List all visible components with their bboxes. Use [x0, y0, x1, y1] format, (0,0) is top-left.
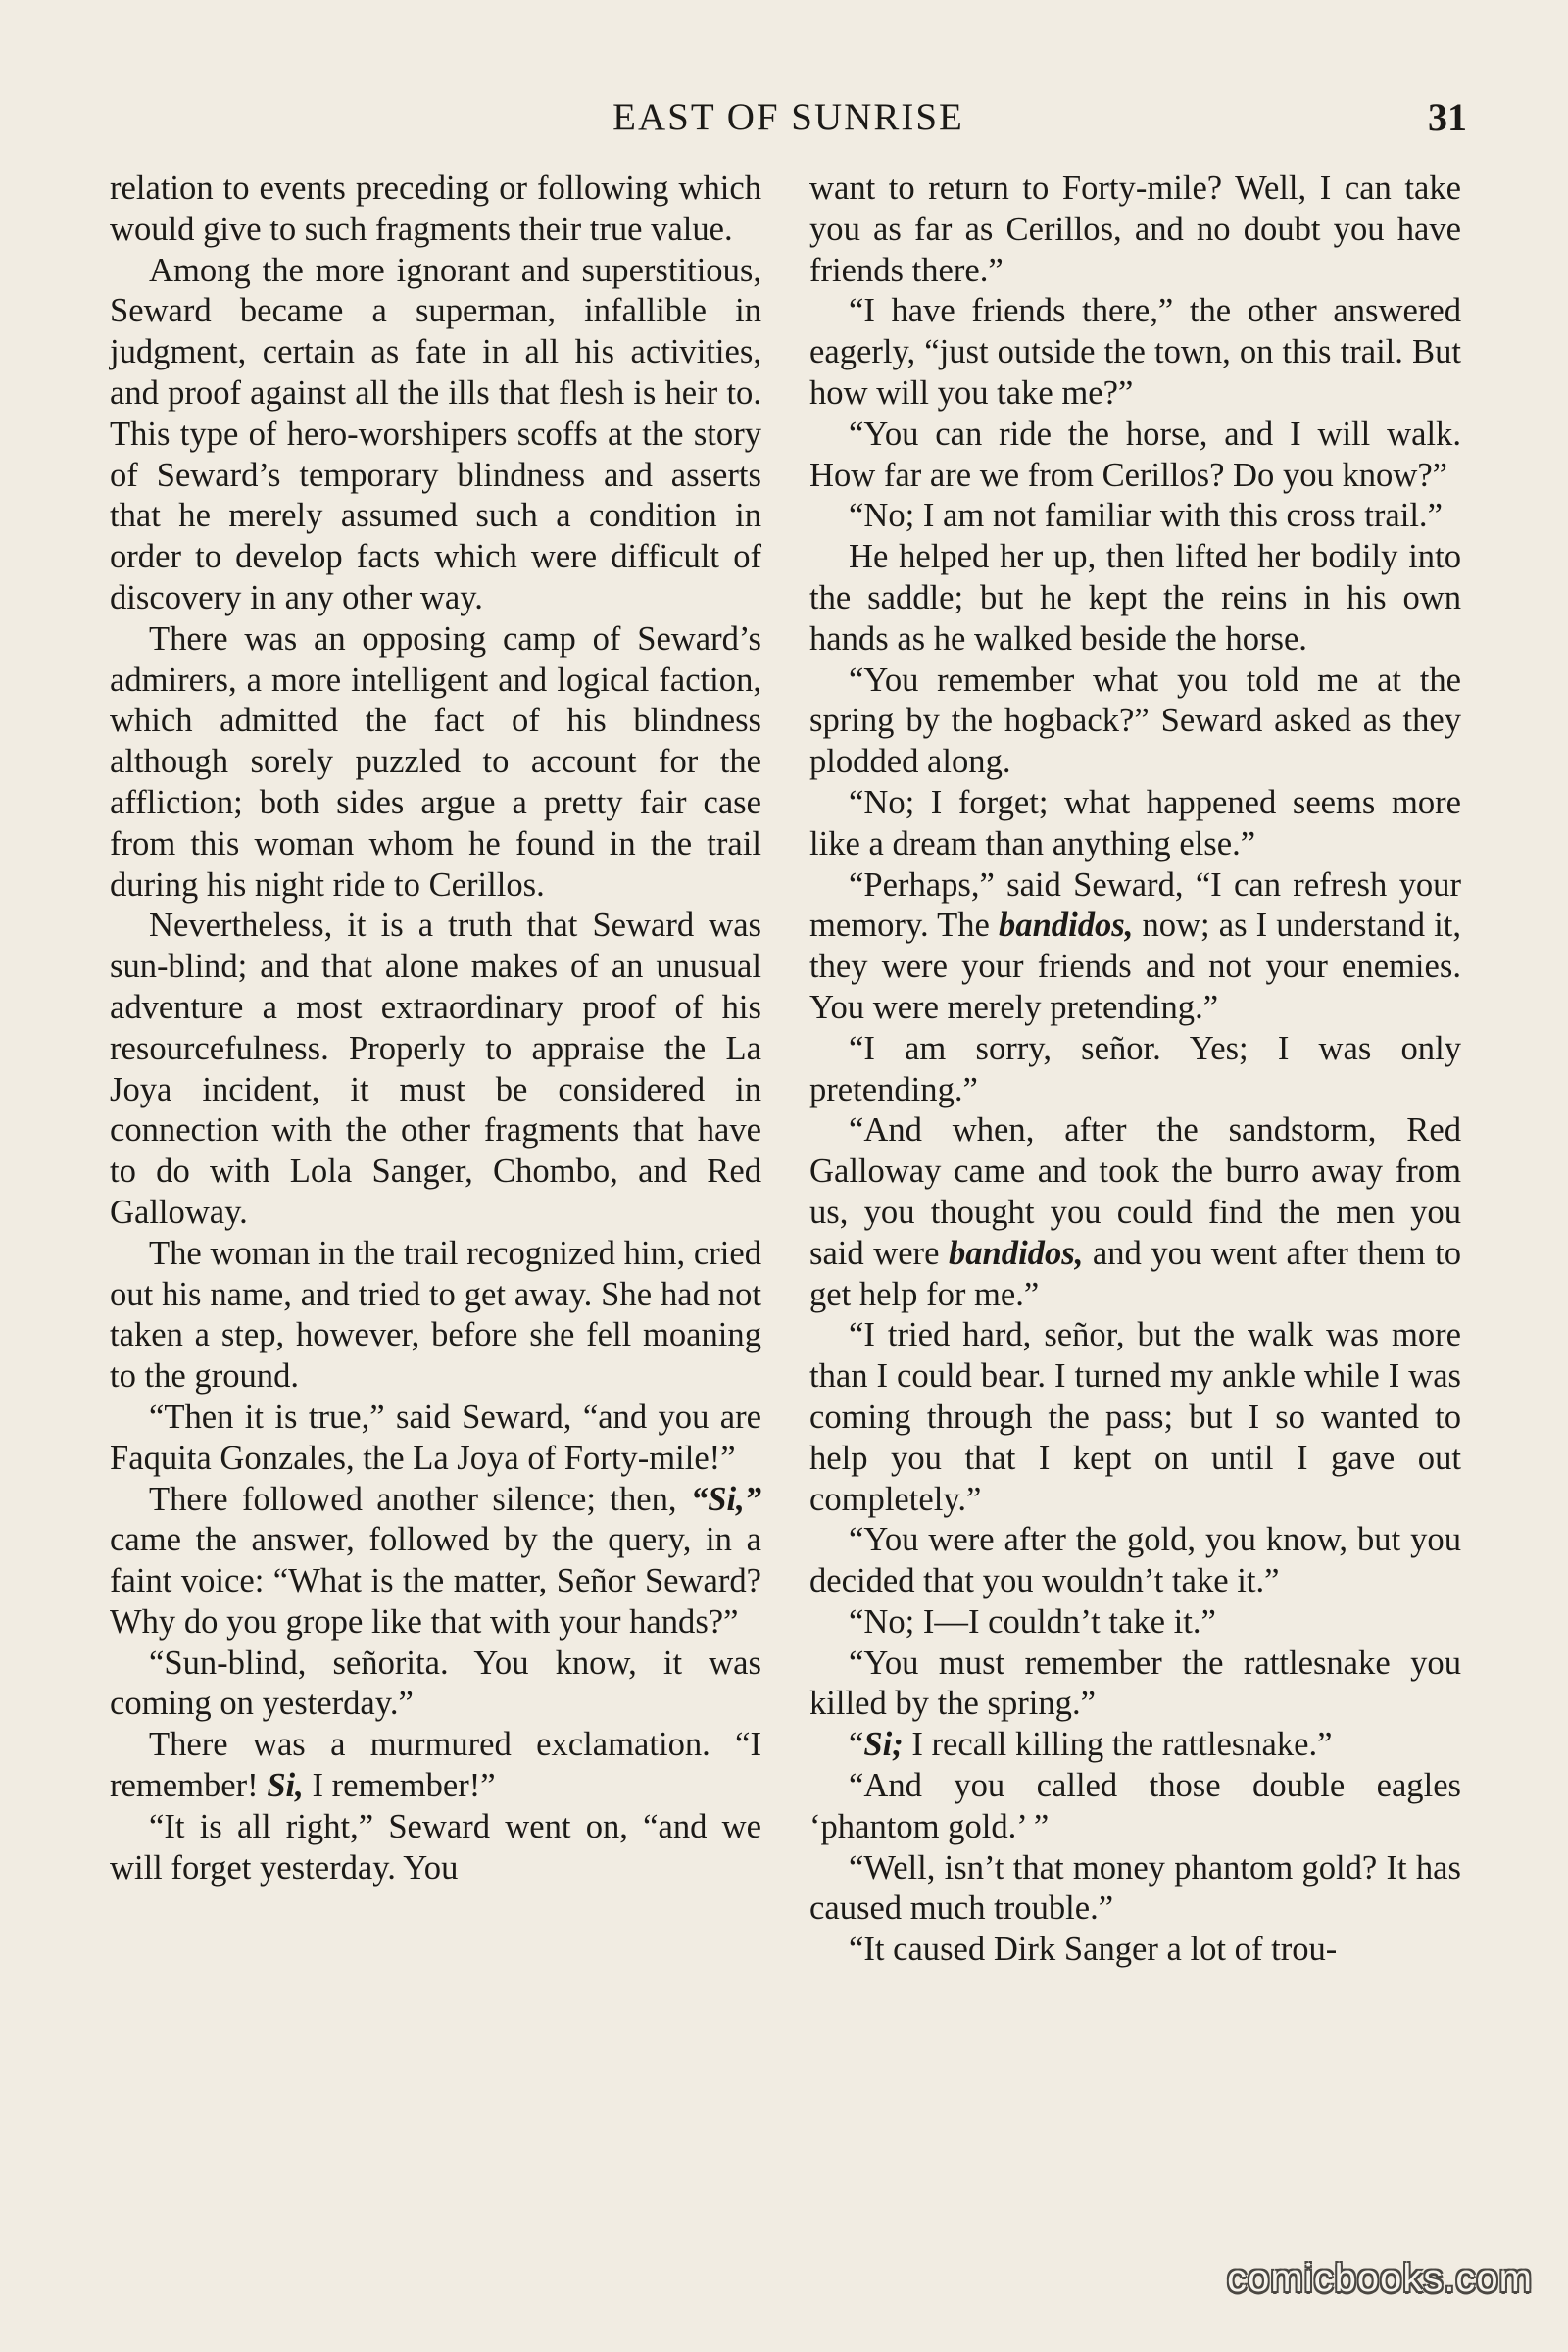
paragraph-text: There was a murmured exclamation. “I remember!: [110, 1726, 761, 1805]
paragraph-text: “I tried hard, señor, but the walk was more than I could bear. I turned my ankle while I was coming through the pass; but I so wanted to help you that I kept on until I gave out completely.”: [809, 1316, 1461, 1518]
paragraph-text: “Then it is true,” said Seward, “and you are Faquita Gonzales, the La Joya of Forty-mile!”: [110, 1397, 761, 1477]
paragraph: [110, 1480, 761, 1643]
paragraph: [110, 1397, 761, 1480]
paragraph: [110, 1725, 761, 1807]
paragraph: [809, 1029, 1461, 1111]
paragraph-text: Nevertheless, it is a truth that Seward was sun-blind; and that alone makes of an unusual adventure a most extraordinary proof of his resourcefulness. Properly to appraise the La Joya incident, it must be considered in connection with the other fragments that have to do with Lola Sanger, Chombo, and Red Galloway.: [110, 906, 761, 1231]
paragraph: [110, 619, 761, 906]
paragraph: [809, 783, 1461, 865]
paragraph-text: Among the more ignorant and superstitious, Seward became a superman, infallible in judgment, certain as fate in all his activities, and proof against all the ills that flesh is heir to. This type of hero-worshipers scoffs at the story of Seward’s temporary blindness and asserts that he merely assumed such a condition in order to develop facts which were difficult of discovery in any other way.: [110, 251, 761, 616]
paragraph-text: “No; I—I couldn’t take it.”: [849, 1602, 1216, 1641]
paragraph-text: “You must remember the rattlesnake you killed by the spring.”: [809, 1643, 1461, 1723]
paragraph-text: I recall killing the rattlesnake.”: [903, 1726, 1333, 1764]
paragraph: [809, 661, 1461, 783]
paragraph-text: “You were after the gold, you know, but you decided that you wouldn’t take it.”: [809, 1521, 1461, 1600]
paragraph-text: There followed another silence; then,: [149, 1480, 691, 1518]
running-head: [110, 90, 1467, 145]
paragraph: [809, 169, 1461, 291]
paragraph-text: came the answer, followed by the query, in a faint voice: “What is the matter, Señor Seward? Why do you grope like that with your hands?”: [110, 1521, 761, 1641]
paragraph-text: “I have friends there,” the other answered eagerly, “just outside the town, on this trail. But how will you take me?”: [809, 292, 1461, 412]
paragraph: [809, 1110, 1461, 1315]
italic-word: Si,: [267, 1767, 304, 1805]
paragraph-text: “Well, isn’t that money phantom gold? It has caused much trouble.”: [809, 1848, 1461, 1928]
paragraph-text: “It caused Dirk Sanger a lot of trou-: [849, 1931, 1338, 1969]
paragraph: [809, 1315, 1461, 1520]
paragraph-text: “I am sorry, señor. Yes; I was only pretending.”: [809, 1029, 1461, 1108]
paragraph: [110, 906, 761, 1233]
paragraph: [809, 1643, 1461, 1726]
paragraph-text: “You remember what you told me at the spring by the hogback?” Seward asked as they plodded along.: [809, 661, 1461, 781]
paragraph-text: I remember!”: [303, 1767, 496, 1805]
right-column: [809, 169, 1461, 1971]
paragraph: [809, 415, 1461, 497]
paragraph-text: “And you called those double eagles ‘phantom gold.’ ”: [809, 1767, 1461, 1845]
italic-word: bandidos,: [999, 906, 1134, 945]
paragraph-text: “You can ride the horse, and I will walk. How far are we from Cerillos? Do you know?”: [809, 415, 1461, 494]
paragraph: [809, 1602, 1461, 1643]
paragraph: [809, 537, 1461, 660]
paragraph-text: want to return to Forty-mile? Well, I can take you as far as Cerillos, and no doubt you have friends there.”: [809, 170, 1461, 289]
running-title: EAST OF SUNRISE: [612, 96, 964, 138]
paragraph-text: and you went after them to get help for me.”: [809, 1234, 1461, 1313]
paragraph-text: “No; I am not familiar with this cross trail.”: [849, 497, 1443, 535]
paragraph-text: He helped her up, then lifted her bodily into the saddle; but he kept the reins in his own hands as he walked beside the horse.: [809, 538, 1461, 658]
paragraph: [809, 1766, 1461, 1848]
page-number: 31: [1428, 95, 1467, 139]
paragraph-text: “: [849, 1726, 864, 1764]
paragraph: [809, 1725, 1461, 1766]
paragraph: [110, 251, 761, 619]
paragraph: [809, 291, 1461, 414]
paragraph-text: “Perhaps,” said Seward, “I can refresh your memory. The: [809, 865, 1461, 945]
paragraph: [809, 1848, 1461, 1931]
paragraph-text: “It is all right,” Seward went on, “and we will forget yesterday. You: [110, 1807, 761, 1886]
paragraph-text: “No; I forget; what happened seems more like a dream than anything else.”: [809, 783, 1461, 862]
paragraph: [110, 1643, 761, 1726]
italic-word: “Si,”: [690, 1480, 761, 1518]
paragraph-text: now; as I understand it, they were your friends and not your enemies. You were merely pretending.”: [809, 906, 1461, 1026]
paragraph: [110, 1234, 761, 1397]
paragraph: [110, 169, 761, 251]
italic-word: Si;: [863, 1726, 904, 1764]
paragraph-text: The woman in the trail recognized him, cried out his name, and tried to get away. She had not taken a step, however, before she fell moaning to the ground.: [110, 1234, 761, 1396]
paragraph-text: relation to events preceding or following which would give to such fragments their true value.: [110, 170, 761, 248]
paragraph: [809, 1930, 1461, 1971]
watermark-logo: comicbooks.com: [1227, 2257, 1533, 2300]
left-column: [110, 169, 761, 1888]
paragraph-text: “Sun-blind, señorita. You know, it was coming on yesterday.”: [110, 1643, 761, 1723]
paragraph: [809, 865, 1461, 1029]
italic-word: bandidos,: [948, 1234, 1084, 1272]
paragraph-text: “And when, after the sandstorm, Red Galloway came and took the burro away from us, you thought you could find the men you said were: [809, 1111, 1461, 1272]
paragraph-text: There was an opposing camp of Seward’s admirers, a more intelligent and logical faction, which admitted the fact of his blindness although sorely puzzled to account for the affliction; both sides argue a pretty fair case from this woman whom he found in the trail during his night ride to Cerillos.: [110, 619, 761, 904]
paragraph: [809, 1520, 1461, 1602]
paragraph: [809, 496, 1461, 537]
paragraph: [110, 1807, 761, 1889]
